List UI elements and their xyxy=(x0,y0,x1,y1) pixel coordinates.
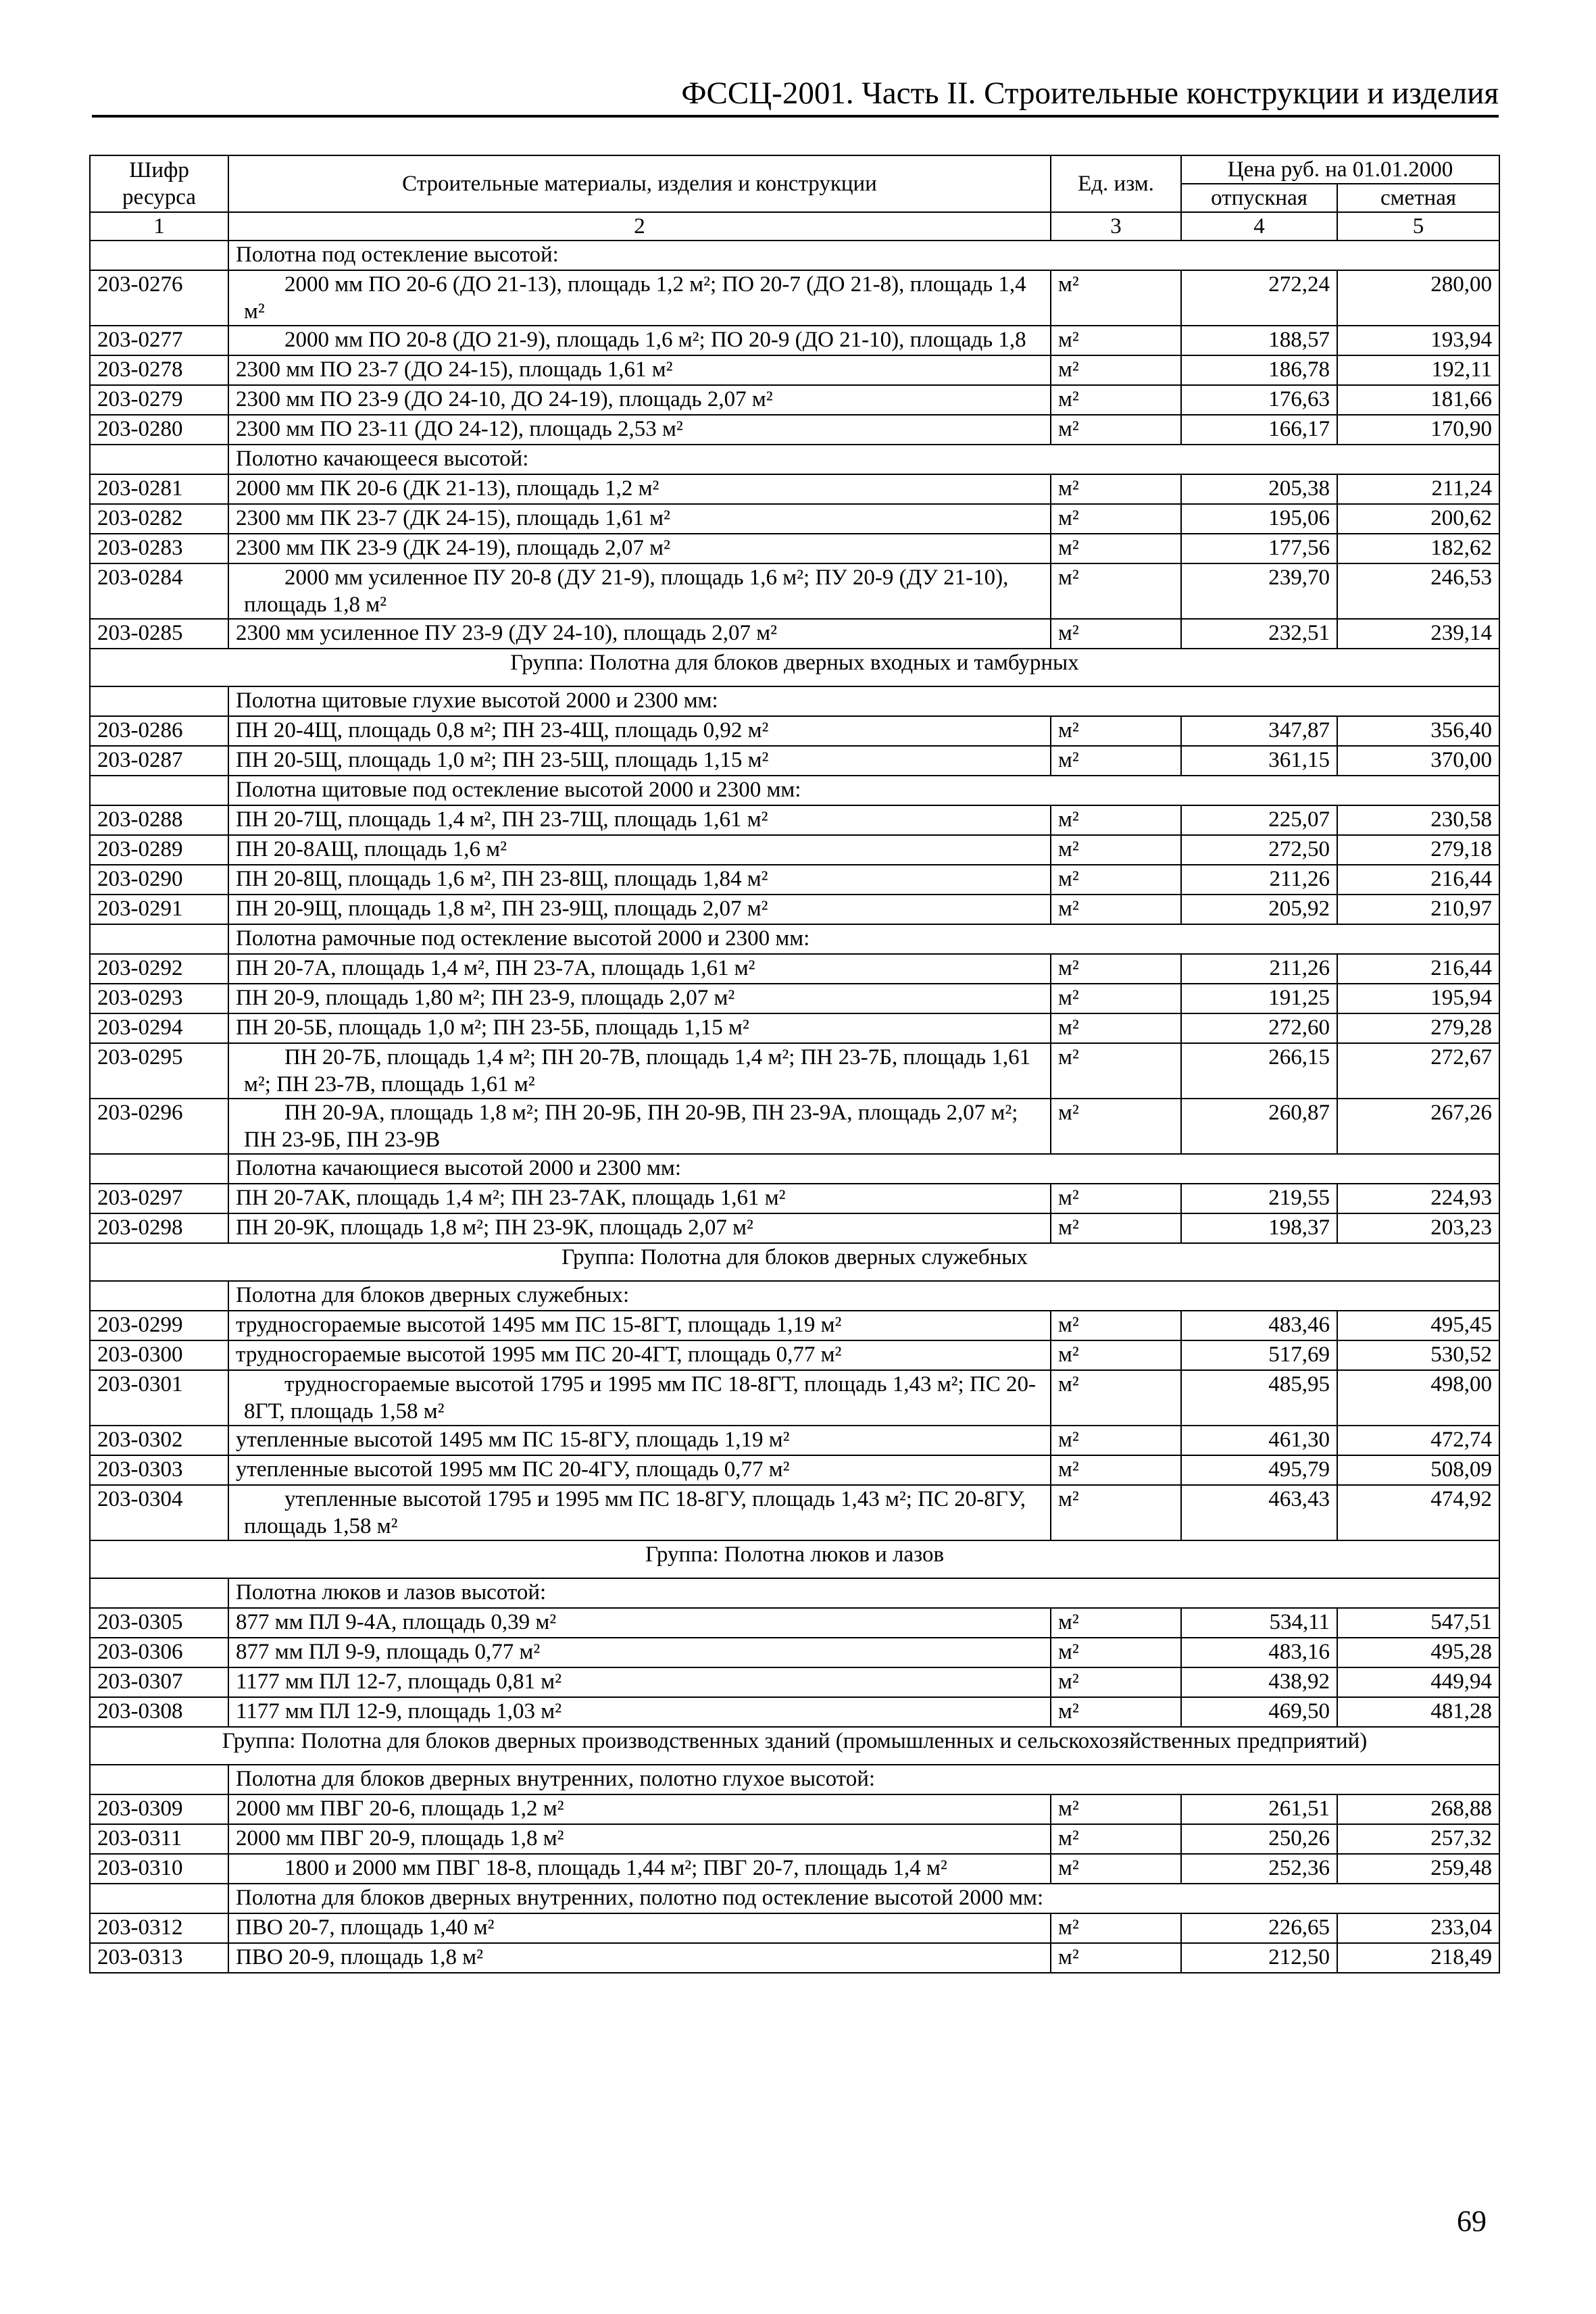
item-name-cell: 2300 мм ПО 23-9 (ДО 24-10, ДО 24-19), площадь 2,07 м² xyxy=(228,385,1051,415)
unit-cell: м² xyxy=(1051,1311,1181,1340)
item-name-cell: 2000 мм ПВГ 20-9, площадь 1,8 м² xyxy=(228,1824,1051,1854)
release-price-cell: 232,51 xyxy=(1181,619,1337,649)
resource-code-cell: 203-0288 xyxy=(90,805,228,835)
release-price-cell: 195,06 xyxy=(1181,504,1337,534)
item-name-cell: 2300 мм ПК 23-9 (ДК 24-19), площадь 2,07 м² xyxy=(228,534,1051,563)
estimate-price-cell: 495,45 xyxy=(1337,1311,1499,1340)
estimate-price-cell: 272,67 xyxy=(1337,1043,1499,1099)
table-row xyxy=(90,1426,1499,1455)
item-name-cell: 1177 мм ПЛ 12-9, площадь 1,03 м² xyxy=(228,1697,1051,1727)
item-name-cell: трудносгораемые высотой 1995 мм ПС 20-4ГТ, площадь 0,77 м² xyxy=(228,1340,1051,1370)
table-row xyxy=(90,1370,1499,1426)
resource-code-cell: 203-0297 xyxy=(90,1184,228,1213)
table-row xyxy=(90,716,1499,746)
release-price-cell: 272,60 xyxy=(1181,1013,1337,1043)
estimate-price-cell: 268,88 xyxy=(1337,1794,1499,1824)
column-header-unit: Ед. изм. xyxy=(1051,155,1181,212)
unit-cell: м² xyxy=(1051,1824,1181,1854)
subheading-code-cell xyxy=(90,445,228,474)
resource-code-cell: 203-0299 xyxy=(90,1311,228,1340)
table-row xyxy=(90,1667,1499,1697)
subheading-row xyxy=(90,1578,1499,1608)
release-price-cell: 485,95 xyxy=(1181,1370,1337,1426)
subheading-code-cell xyxy=(90,241,228,270)
group-heading: Группа: Полотна для блоков дверных служебных xyxy=(90,1243,1499,1281)
estimate-price-cell: 195,94 xyxy=(1337,984,1499,1013)
unit-cell: м² xyxy=(1051,1854,1181,1884)
table-row xyxy=(90,1485,1499,1540)
release-price-cell: 252,36 xyxy=(1181,1854,1337,1884)
table-row xyxy=(90,270,1499,326)
subheading-text: Полотно качающееся высотой: xyxy=(228,445,1499,474)
release-price-cell: 266,15 xyxy=(1181,1043,1337,1099)
page-header: ФССЦ-2001. Часть II. Строительные конструкции и изделия xyxy=(681,76,1499,111)
estimate-price-cell: 216,44 xyxy=(1337,954,1499,984)
table-row xyxy=(90,415,1499,445)
estimate-price-cell: 474,92 xyxy=(1337,1485,1499,1540)
table-row xyxy=(90,746,1499,776)
unit-cell: м² xyxy=(1051,270,1181,326)
estimate-price-cell: 192,11 xyxy=(1337,355,1499,385)
subheading-text: Полотна щитовые глухие высотой 2000 и 2300 мм: xyxy=(228,686,1499,716)
table-row xyxy=(90,1943,1499,1973)
table-row xyxy=(90,1013,1499,1043)
item-name-cell: ПН 20-8Щ, площадь 1,6 м², ПН 23-8Щ, площадь 1,84 м² xyxy=(228,865,1051,895)
table-row xyxy=(90,1099,1499,1154)
item-name-cell: ПН 20-5Щ, площадь 1,0 м²; ПН 23-5Щ, площадь 1,15 м² xyxy=(228,746,1051,776)
item-name-cell: 2000 мм ПО 20-6 (ДО 21-13), площадь 1,2 м²; ПО 20-7 (ДО 21-8), площадь 1,4 м² xyxy=(228,270,1051,326)
resource-code-cell: 203-0306 xyxy=(90,1638,228,1667)
resource-code-cell: 203-0290 xyxy=(90,865,228,895)
item-name-cell: 2000 мм ПК 20-6 (ДК 21-13), площадь 1,2 м² xyxy=(228,474,1051,504)
table-row xyxy=(90,984,1499,1013)
estimate-price-cell: 259,48 xyxy=(1337,1854,1499,1884)
resource-code-cell: 203-0289 xyxy=(90,835,228,865)
estimate-price-cell: 370,00 xyxy=(1337,746,1499,776)
table-row xyxy=(90,1638,1499,1667)
unit-cell: м² xyxy=(1051,1638,1181,1667)
table-row xyxy=(90,619,1499,649)
estimate-price-cell: 203,23 xyxy=(1337,1213,1499,1243)
subheading-row xyxy=(90,1884,1499,1913)
table-row xyxy=(90,534,1499,563)
header-rule xyxy=(92,115,1499,118)
unit-cell: м² xyxy=(1051,504,1181,534)
subheading-code-cell xyxy=(90,776,228,805)
table-row xyxy=(90,355,1499,385)
table-row xyxy=(90,1608,1499,1638)
release-price-cell: 260,87 xyxy=(1181,1099,1337,1154)
release-price-cell: 483,16 xyxy=(1181,1638,1337,1667)
table-row xyxy=(90,1311,1499,1340)
release-price-cell: 495,79 xyxy=(1181,1455,1337,1485)
item-name-cell: ПН 20-7АК, площадь 1,4 м²; ПН 23-7АК, площадь 1,61 м² xyxy=(228,1184,1051,1213)
unit-cell: м² xyxy=(1051,984,1181,1013)
estimate-price-cell: 279,28 xyxy=(1337,1013,1499,1043)
resource-code-cell: 203-0287 xyxy=(90,746,228,776)
table-row xyxy=(90,1043,1499,1099)
item-name-cell: 1177 мм ПЛ 12-7, площадь 0,81 м² xyxy=(228,1667,1051,1697)
item-name-cell: ПН 20-9К, площадь 1,8 м²; ПН 23-9К, площадь 2,07 м² xyxy=(228,1213,1051,1243)
column-number-row xyxy=(90,212,1499,241)
item-name-cell: ПН 20-7Щ, площадь 1,4 м², ПН 23-7Щ, площадь 1,61 м² xyxy=(228,805,1051,835)
release-price-cell: 272,50 xyxy=(1181,835,1337,865)
resource-code-cell: 203-0298 xyxy=(90,1213,228,1243)
column-header-release: отпускная xyxy=(1181,184,1337,212)
item-name-cell: 2300 мм ПК 23-7 (ДК 24-15), площадь 1,61 м² xyxy=(228,504,1051,534)
release-price-cell: 261,51 xyxy=(1181,1794,1337,1824)
estimate-price-cell: 356,40 xyxy=(1337,716,1499,746)
unit-cell: м² xyxy=(1051,865,1181,895)
item-name-cell: ПН 20-4Щ, площадь 0,8 м²; ПН 23-4Щ, площадь 0,92 м² xyxy=(228,716,1051,746)
release-price-cell: 205,38 xyxy=(1181,474,1337,504)
unit-cell: м² xyxy=(1051,563,1181,619)
estimate-price-cell: 472,74 xyxy=(1337,1426,1499,1455)
item-name-cell: 2300 мм усиленное ПУ 23-9 (ДУ 24-10), площадь 2,07 м² xyxy=(228,619,1051,649)
unit-cell: м² xyxy=(1051,1485,1181,1540)
group-heading-row xyxy=(90,1727,1499,1765)
unit-cell: м² xyxy=(1051,1184,1181,1213)
unit-cell: м² xyxy=(1051,1213,1181,1243)
release-price-cell: 177,56 xyxy=(1181,534,1337,563)
resource-code-cell: 203-0295 xyxy=(90,1043,228,1099)
table-row xyxy=(90,504,1499,534)
estimate-price-cell: 449,94 xyxy=(1337,1667,1499,1697)
estimate-price-cell: 193,94 xyxy=(1337,326,1499,355)
item-name-cell: 2000 мм ПО 20-8 (ДО 21-9), площадь 1,6 м²; ПО 20-9 (ДО 21-10), площадь 1,8 xyxy=(228,326,1051,355)
subheading-code-cell xyxy=(90,1154,228,1184)
estimate-price-cell: 216,44 xyxy=(1337,865,1499,895)
resource-code-cell: 203-0294 xyxy=(90,1013,228,1043)
column-number: 1 xyxy=(90,212,228,241)
estimate-price-cell: 170,90 xyxy=(1337,415,1499,445)
release-price-cell: 205,92 xyxy=(1181,895,1337,924)
item-name-cell: ПВО 20-9, площадь 1,8 м² xyxy=(228,1943,1051,1973)
subheading-row xyxy=(90,1154,1499,1184)
table-row xyxy=(90,835,1499,865)
release-price-cell: 166,17 xyxy=(1181,415,1337,445)
item-name-cell: 1800 и 2000 мм ПВГ 18-8, площадь 1,44 м²; ПВГ 20-7, площадь 1,4 м² xyxy=(228,1854,1051,1884)
table-row xyxy=(90,954,1499,984)
item-name-cell: 2300 мм ПО 23-11 (ДО 24-12), площадь 2,53 м² xyxy=(228,415,1051,445)
subheading-text: Полотна под остекление высотой: xyxy=(228,241,1499,270)
column-number: 2 xyxy=(228,212,1051,241)
table-row xyxy=(90,385,1499,415)
table-row xyxy=(90,474,1499,504)
resource-code-cell: 203-0278 xyxy=(90,355,228,385)
unit-cell: м² xyxy=(1051,1099,1181,1154)
subheading-row xyxy=(90,1281,1499,1311)
resource-code-cell: 203-0284 xyxy=(90,563,228,619)
group-heading: Группа: Полотна для блоков дверных входных и тамбурных xyxy=(90,649,1499,686)
estimate-price-cell: 498,00 xyxy=(1337,1370,1499,1426)
resource-code-cell: 203-0291 xyxy=(90,895,228,924)
estimate-price-cell: 224,93 xyxy=(1337,1184,1499,1213)
release-price-cell: 438,92 xyxy=(1181,1667,1337,1697)
resource-code-cell: 203-0308 xyxy=(90,1697,228,1727)
resource-code-cell: 203-0301 xyxy=(90,1370,228,1426)
estimate-price-cell: 257,32 xyxy=(1337,1824,1499,1854)
subheading-row xyxy=(90,924,1499,954)
estimate-price-cell: 267,26 xyxy=(1337,1099,1499,1154)
subheading-text: Полотна для блоков дверных внутренних, полотно под остекление высотой 2000 мм: xyxy=(228,1884,1499,1913)
unit-cell: м² xyxy=(1051,1340,1181,1370)
unit-cell: м² xyxy=(1051,619,1181,649)
item-name-cell: ПН 20-7Б, площадь 1,4 м²; ПН 20-7В, площадь 1,4 м²; ПН 23-7Б, площадь 1,61 м²; ПН 23-7В, площадь 1,61 м² xyxy=(228,1043,1051,1099)
column-number: 5 xyxy=(1337,212,1499,241)
release-price-cell: 461,30 xyxy=(1181,1426,1337,1455)
subheading-code-cell xyxy=(90,686,228,716)
unit-cell: м² xyxy=(1051,895,1181,924)
resource-code-cell: 203-0293 xyxy=(90,984,228,1013)
estimate-price-cell: 495,28 xyxy=(1337,1638,1499,1667)
group-heading-row xyxy=(90,1540,1499,1578)
estimate-price-cell: 530,52 xyxy=(1337,1340,1499,1370)
table-row xyxy=(90,1824,1499,1854)
release-price-cell: 361,15 xyxy=(1181,746,1337,776)
resource-code-cell: 203-0276 xyxy=(90,270,228,326)
table-row xyxy=(90,1697,1499,1727)
resource-code-cell: 203-0304 xyxy=(90,1485,228,1540)
table-row xyxy=(90,1340,1499,1370)
estimate-price-cell: 508,09 xyxy=(1337,1455,1499,1485)
release-price-cell: 188,57 xyxy=(1181,326,1337,355)
unit-cell: м² xyxy=(1051,835,1181,865)
table-row xyxy=(90,1854,1499,1884)
unit-cell: м² xyxy=(1051,326,1181,355)
unit-cell: м² xyxy=(1051,1370,1181,1426)
item-name-cell: утепленные высотой 1795 и 1995 мм ПС 18-8ГУ, площадь 1,43 м²; ПС 20-8ГУ, площадь 1,58 м² xyxy=(228,1485,1051,1540)
table-row xyxy=(90,1184,1499,1213)
item-name-cell: ПН 20-9Щ, площадь 1,8 м², ПН 23-9Щ, площадь 2,07 м² xyxy=(228,895,1051,924)
estimate-price-cell: 239,14 xyxy=(1337,619,1499,649)
release-price-cell: 186,78 xyxy=(1181,355,1337,385)
resource-code-cell: 203-0285 xyxy=(90,619,228,649)
column-header-price-group: Цена руб. на 01.01.2000 xyxy=(1181,155,1499,184)
estimate-price-cell: 210,97 xyxy=(1337,895,1499,924)
group-heading: Группа: Полотна люков и лазов xyxy=(90,1540,1499,1578)
release-price-cell: 347,87 xyxy=(1181,716,1337,746)
resource-code-cell: 203-0280 xyxy=(90,415,228,445)
estimate-price-cell: 280,00 xyxy=(1337,270,1499,326)
item-name-cell: утепленные высотой 1495 мм ПС 15-8ГУ, площадь 1,19 м² xyxy=(228,1426,1051,1455)
release-price-cell: 483,46 xyxy=(1181,1311,1337,1340)
price-table xyxy=(89,155,1500,1973)
column-number: 3 xyxy=(1051,212,1181,241)
estimate-price-cell: 547,51 xyxy=(1337,1608,1499,1638)
item-name-cell: 877 мм ПЛ 9-4А, площадь 0,39 м² xyxy=(228,1608,1051,1638)
unit-cell: м² xyxy=(1051,385,1181,415)
unit-cell: м² xyxy=(1051,1943,1181,1973)
resource-code-cell: 203-0300 xyxy=(90,1340,228,1370)
unit-cell: м² xyxy=(1051,1013,1181,1043)
subheading-row xyxy=(90,445,1499,474)
estimate-price-cell: 279,18 xyxy=(1337,835,1499,865)
unit-cell: м² xyxy=(1051,474,1181,504)
item-name-cell: ПН 20-9, площадь 1,80 м²; ПН 23-9, площадь 2,07 м² xyxy=(228,984,1051,1013)
item-name-cell: ПН 20-8АЩ, площадь 1,6 м² xyxy=(228,835,1051,865)
table-row xyxy=(90,1913,1499,1943)
group-heading-row xyxy=(90,649,1499,686)
subheading-row xyxy=(90,776,1499,805)
estimate-price-cell: 211,24 xyxy=(1337,474,1499,504)
subheading-code-cell xyxy=(90,1884,228,1913)
subheading-text: Полотна для блоков дверных служебных: xyxy=(228,1281,1499,1311)
resource-code-cell: 203-0309 xyxy=(90,1794,228,1824)
subheading-row xyxy=(90,1765,1499,1794)
estimate-price-cell: 246,53 xyxy=(1337,563,1499,619)
release-price-cell: 239,70 xyxy=(1181,563,1337,619)
table-row xyxy=(90,1213,1499,1243)
estimate-price-cell: 218,49 xyxy=(1337,1943,1499,1973)
table-row xyxy=(90,1455,1499,1485)
resource-code-cell: 203-0281 xyxy=(90,474,228,504)
subheading-code-cell xyxy=(90,1281,228,1311)
table-row xyxy=(90,805,1499,835)
subheading-text: Полотна качающиеся высотой 2000 и 2300 мм: xyxy=(228,1154,1499,1184)
resource-code-cell: 203-0282 xyxy=(90,504,228,534)
unit-cell: м² xyxy=(1051,954,1181,984)
item-name-cell: 877 мм ПЛ 9-9, площадь 0,77 м² xyxy=(228,1638,1051,1667)
table-row xyxy=(90,865,1499,895)
subheading-code-cell xyxy=(90,1765,228,1794)
item-name-cell: 2300 мм ПО 23-7 (ДО 24-15), площадь 1,61 м² xyxy=(228,355,1051,385)
item-name-cell: утепленные высотой 1995 мм ПС 20-4ГУ, площадь 0,77 м² xyxy=(228,1455,1051,1485)
group-heading-row xyxy=(90,1243,1499,1281)
resource-code-cell: 203-0302 xyxy=(90,1426,228,1455)
resource-code-cell: 203-0277 xyxy=(90,326,228,355)
subheading-text: Полотна рамочные под остекление высотой 2000 и 2300 мм: xyxy=(228,924,1499,954)
table-row xyxy=(90,895,1499,924)
item-name-cell: 2000 мм ПВГ 20-6, площадь 1,2 м² xyxy=(228,1794,1051,1824)
resource-code-cell: 203-0296 xyxy=(90,1099,228,1154)
release-price-cell: 211,26 xyxy=(1181,954,1337,984)
release-price-cell: 517,69 xyxy=(1181,1340,1337,1370)
unit-cell: м² xyxy=(1051,1697,1181,1727)
group-heading: Группа: Полотна для блоков дверных производственных зданий (промышленных и сельскохозяйственных предприятий) xyxy=(90,1727,1499,1765)
resource-code-cell: 203-0313 xyxy=(90,1943,228,1973)
item-name-cell: ПВО 20-7, площадь 1,40 м² xyxy=(228,1913,1051,1943)
release-price-cell: 463,43 xyxy=(1181,1485,1337,1540)
subheading-row xyxy=(90,241,1499,270)
column-header-code: Шифр ресурса xyxy=(90,155,228,212)
estimate-price-cell: 481,28 xyxy=(1337,1697,1499,1727)
unit-cell: м² xyxy=(1051,355,1181,385)
table-row xyxy=(90,326,1499,355)
resource-code-cell: 203-0305 xyxy=(90,1608,228,1638)
item-name-cell: ПН 20-5Б, площадь 1,0 м²; ПН 23-5Б, площадь 1,15 м² xyxy=(228,1013,1051,1043)
resource-code-cell: 203-0303 xyxy=(90,1455,228,1485)
release-price-cell: 469,50 xyxy=(1181,1697,1337,1727)
unit-cell: м² xyxy=(1051,746,1181,776)
resource-code-cell: 203-0311 xyxy=(90,1824,228,1854)
release-price-cell: 191,25 xyxy=(1181,984,1337,1013)
page-number: 69 xyxy=(1457,2205,1487,2238)
unit-cell: м² xyxy=(1051,1043,1181,1099)
subheading-text: Полотна для блоков дверных внутренних, полотно глухое высотой: xyxy=(228,1765,1499,1794)
table-row xyxy=(90,1794,1499,1824)
item-name-cell: ПН 20-7А, площадь 1,4 м², ПН 23-7А, площадь 1,61 м² xyxy=(228,954,1051,984)
unit-cell: м² xyxy=(1051,1455,1181,1485)
release-price-cell: 250,26 xyxy=(1181,1824,1337,1854)
unit-cell: м² xyxy=(1051,1667,1181,1697)
item-name-cell: трудносгораемые высотой 1495 мм ПС 15-8ГТ, площадь 1,19 м² xyxy=(228,1311,1051,1340)
item-name-cell: трудносгораемые высотой 1795 и 1995 мм ПС 18-8ГТ, площадь 1,43 м²; ПС 20-8ГТ, площадь 1,58 м² xyxy=(228,1370,1051,1426)
resource-code-cell: 203-0286 xyxy=(90,716,228,746)
unit-cell: м² xyxy=(1051,415,1181,445)
item-name-cell: ПН 20-9А, площадь 1,8 м²; ПН 20-9Б, ПН 20-9В, ПН 23-9А, площадь 2,07 м²; ПН 23-9Б, ПН 23-9В xyxy=(228,1099,1051,1154)
unit-cell: м² xyxy=(1051,716,1181,746)
estimate-price-cell: 230,58 xyxy=(1337,805,1499,835)
subheading-text: Полотна щитовые под остекление высотой 2000 и 2300 мм: xyxy=(228,776,1499,805)
estimate-price-cell: 181,66 xyxy=(1337,385,1499,415)
release-price-cell: 219,55 xyxy=(1181,1184,1337,1213)
subheading-text: Полотна люков и лазов высотой: xyxy=(228,1578,1499,1608)
unit-cell: м² xyxy=(1051,1426,1181,1455)
resource-code-cell: 203-0279 xyxy=(90,385,228,415)
estimate-price-cell: 200,62 xyxy=(1337,504,1499,534)
column-header-estimate: сметная xyxy=(1337,184,1499,212)
item-name-cell: 2000 мм усиленное ПУ 20-8 (ДУ 21-9), площадь 1,6 м²; ПУ 20-9 (ДУ 21-10), площадь 1,8 м² xyxy=(228,563,1051,619)
release-price-cell: 534,11 xyxy=(1181,1608,1337,1638)
unit-cell: м² xyxy=(1051,1608,1181,1638)
unit-cell: м² xyxy=(1051,805,1181,835)
table-body xyxy=(90,241,1499,1973)
column-header-name: Строительные материалы, изделия и конструкции xyxy=(228,155,1051,212)
resource-code-cell: 203-0292 xyxy=(90,954,228,984)
table-row xyxy=(90,563,1499,619)
estimate-price-cell: 182,62 xyxy=(1337,534,1499,563)
unit-cell: м² xyxy=(1051,1794,1181,1824)
release-price-cell: 226,65 xyxy=(1181,1913,1337,1943)
resource-code-cell: 203-0307 xyxy=(90,1667,228,1697)
resource-code-cell: 203-0312 xyxy=(90,1913,228,1943)
subheading-code-cell xyxy=(90,1578,228,1608)
estimate-price-cell: 233,04 xyxy=(1337,1913,1499,1943)
unit-cell: м² xyxy=(1051,1913,1181,1943)
subheading-row xyxy=(90,686,1499,716)
resource-code-cell: 203-0310 xyxy=(90,1854,228,1884)
column-number: 4 xyxy=(1181,212,1337,241)
release-price-cell: 198,37 xyxy=(1181,1213,1337,1243)
unit-cell: м² xyxy=(1051,534,1181,563)
release-price-cell: 225,07 xyxy=(1181,805,1337,835)
release-price-cell: 211,26 xyxy=(1181,865,1337,895)
release-price-cell: 176,63 xyxy=(1181,385,1337,415)
release-price-cell: 272,24 xyxy=(1181,270,1337,326)
subheading-code-cell xyxy=(90,924,228,954)
release-price-cell: 212,50 xyxy=(1181,1943,1337,1973)
resource-code-cell: 203-0283 xyxy=(90,534,228,563)
